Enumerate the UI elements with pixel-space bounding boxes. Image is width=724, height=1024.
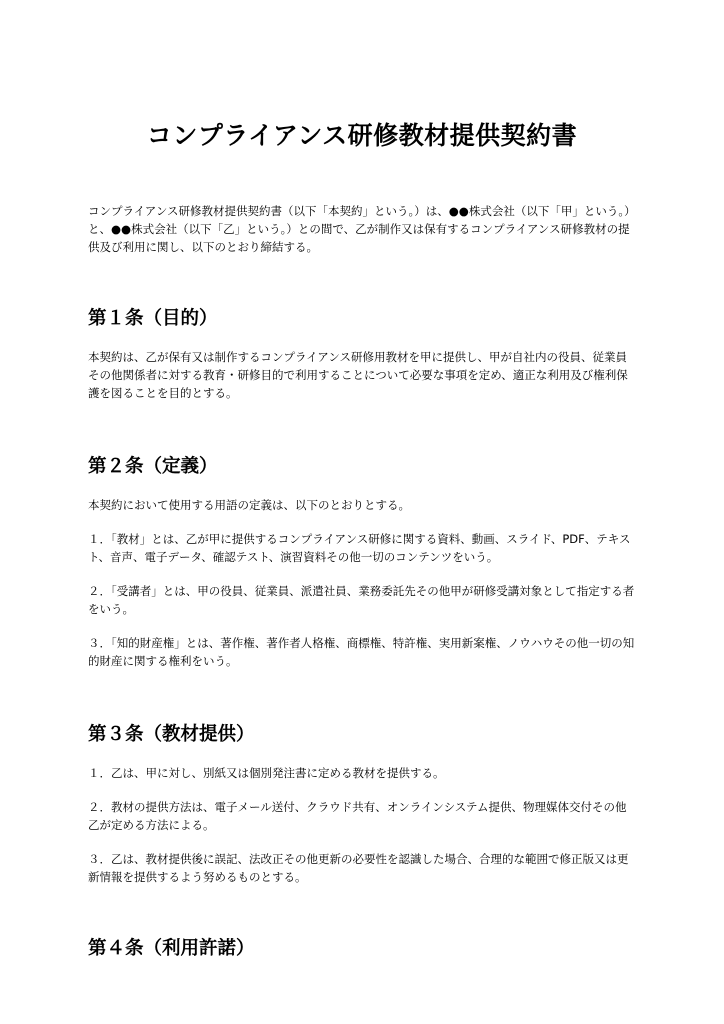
document-title: コンプライアンス研修教材提供契約書 [146, 121, 578, 150]
article-4 [88, 936, 636, 962]
article-heading: 第２条（定義） [88, 456, 218, 477]
article-1 [88, 306, 636, 402]
article-heading: 第１条（目的） [88, 308, 218, 329]
article-3 [88, 722, 636, 886]
article-heading: 第４条（利用許諾） [88, 938, 255, 959]
article-heading: 第３条（教材提供） [88, 724, 255, 745]
article-2 [88, 454, 636, 670]
article-paragraph: ３．乙は、教材提供後に誤記、法改正その他更新の必要性を認識した場合、合理的な範囲で修正版又は更新情報を提供するよう努めるものとする。 [88, 852, 629, 884]
article-paragraph: 本契約は、乙が保有又は制作するコンプライアンス研修用教材を甲に提供し、甲が自社内の役員、従業員その他関係者に対する教育・研修目的で利用することについて必要な事項を定め、適正な利用及び権利保護を図ることを目的とする。 [88, 350, 628, 400]
article-paragraph: ２．教材の提供方法は、電子メール送付、クラウド共有、オンラインシステム提供、物理媒体交付その他乙が定める方法による。 [88, 800, 627, 832]
article-paragraph: ３．「知的財産権」とは、著作権、著作者人格権、商標権、特許権、実用新案権、ノウハウその他一切の知的財産に関する権利をいう。 [88, 636, 635, 668]
article-paragraph: １．「教材」とは、乙が甲に提供するコンプライアンス研修に関する資料、動画、スライド、PDF、テキスト、音声、電子データ、確認テスト、演習資料その他一切のコンテンツをいう。 [88, 532, 631, 564]
article-paragraph: ２．「受講者」とは、甲の役員、従業員、派遣社員、業務委託先その他甲が研修受講対象として指定する者をいう。 [88, 584, 635, 616]
article-paragraph: 本契約において使用する用語の定義は、以下のとおりとする。 [88, 498, 410, 512]
article-paragraph: １．乙は、甲に対し、別紙又は個別発注書に定める教材を提供する。 [88, 766, 445, 780]
intro-paragraph: コンプライアンス研修教材提供契約書（以下「本契約」という。）は、●●株式会社（以下「甲」という。）と、●●株式会社（以下「乙」という。）との間で、乙が制作又は保有するコンプライアンス研修教材の提供及び利用に関し、以下のとおり締結する。 [88, 204, 636, 254]
